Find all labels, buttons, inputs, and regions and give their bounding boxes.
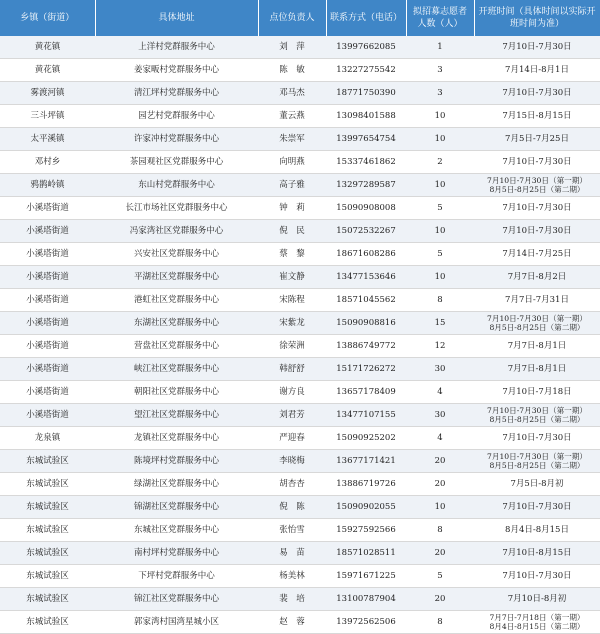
- cell-phone: 13972562506: [326, 611, 406, 634]
- cell-phone: 13098401588: [326, 105, 406, 128]
- header-address: 具体地址: [95, 0, 258, 36]
- cell-township: 东城试验区: [0, 496, 95, 519]
- table-row: [0, 588, 600, 611]
- cell-address: 陈境坪村党群服务中心: [95, 450, 258, 473]
- cell-township: 东城试验区: [0, 565, 95, 588]
- cell-address: 峡江社区党群服务中心: [95, 358, 258, 381]
- cell-address: 锦湖社区党群服务中心: [95, 496, 258, 519]
- cell-volunteer-count: 5: [406, 565, 474, 588]
- table-row: [0, 174, 600, 197]
- cell-start-time: [474, 496, 600, 519]
- cell-phone: 15090908008: [326, 197, 406, 220]
- table-row: [0, 312, 600, 335]
- cell-township: 小溪塔街道: [0, 197, 95, 220]
- table-row: [0, 220, 600, 243]
- cell-contact-person: 刘君芳: [258, 404, 326, 427]
- cell-township: 小溪塔街道: [0, 381, 95, 404]
- cell-address: 营盘社区党群服务中心: [95, 335, 258, 358]
- start-time-period-2: 8月5日-8月25日（第二期）: [489, 185, 585, 194]
- cell-phone: 13657178409: [326, 381, 406, 404]
- cell-contact-person: 韩舒舒: [258, 358, 326, 381]
- start-time-period-1: 7月7日-7月31日: [505, 295, 569, 305]
- cell-phone: 18671608286: [326, 243, 406, 266]
- cell-start-time: [474, 588, 600, 611]
- cell-address: 长江市场社区党群服务中心: [95, 197, 258, 220]
- table-row: [0, 105, 600, 128]
- cell-volunteer-count: 10: [406, 128, 474, 151]
- cell-start-time: [474, 82, 600, 105]
- cell-township: 小溪塔街道: [0, 243, 95, 266]
- cell-volunteer-count: 30: [406, 404, 474, 427]
- start-time-period-1: 7月10日-7月30日: [502, 433, 572, 443]
- cell-volunteer-count: 10: [406, 496, 474, 519]
- cell-phone: 15090925202: [326, 427, 406, 450]
- start-time-period-1: 7月7日-8月1日: [507, 341, 567, 351]
- cell-contact-person: 严迎春: [258, 427, 326, 450]
- cell-volunteer-count: 15: [406, 312, 474, 335]
- cell-contact-person: 倪 民: [258, 220, 326, 243]
- cell-address: 茶园观社区党群服务中心: [95, 151, 258, 174]
- start-time-period-1: 7月10日-8月初: [507, 594, 567, 604]
- cell-start-time: [474, 542, 600, 565]
- cell-contact-person: 陈 敏: [258, 59, 326, 82]
- cell-start-time: [474, 105, 600, 128]
- cell-township: 东城试验区: [0, 473, 95, 496]
- table-row: [0, 450, 600, 473]
- start-time-period-1: 8月4日-8月15日: [505, 525, 569, 535]
- start-time-period-1: 7月10日-7月30日: [502, 203, 572, 213]
- cell-township: 小溪塔街道: [0, 289, 95, 312]
- header-phone: 联系方式（电话）: [326, 0, 406, 36]
- cell-township: 黄花镇: [0, 36, 95, 59]
- cell-address: 绿湖社区党群服务中心: [95, 473, 258, 496]
- cell-volunteer-count: 3: [406, 59, 474, 82]
- cell-contact-person: 钟 莉: [258, 197, 326, 220]
- header-volunteer-count: 拟招募志愿者人数（人）: [406, 0, 474, 36]
- cell-township: 小溪塔街道: [0, 335, 95, 358]
- cell-volunteer-count: 1: [406, 36, 474, 59]
- cell-address: 郭家湾村国湾星城小区: [95, 611, 258, 634]
- cell-address: 姜家畈村党群服务中心: [95, 59, 258, 82]
- start-time-period-1: 7月10日-7月30日: [502, 571, 572, 581]
- cell-township: 雾渡河镇: [0, 82, 95, 105]
- start-time-period-2: 8月5日-8月25日（第二期）: [489, 415, 585, 424]
- cell-volunteer-count: 5: [406, 243, 474, 266]
- cell-start-time: [474, 243, 600, 266]
- cell-contact-person: 张怡雪: [258, 519, 326, 542]
- start-time-period-1: 7月7日-8月2日: [507, 272, 567, 282]
- cell-volunteer-count: 10: [406, 220, 474, 243]
- cell-phone: 18571045562: [326, 289, 406, 312]
- cell-address: 清江坪村党群服务中心: [95, 82, 258, 105]
- table-row: [0, 197, 600, 220]
- table-row: [0, 289, 600, 312]
- start-time-period-1: 7月10日-7月30日（第一期）: [487, 452, 587, 461]
- table-row: [0, 519, 600, 542]
- cell-start-time: [474, 266, 600, 289]
- cell-phone: 15927592566: [326, 519, 406, 542]
- start-time-period-1: 7月14日-8月1日: [505, 65, 569, 75]
- header-row: [0, 0, 600, 36]
- cell-township: 东城试验区: [0, 588, 95, 611]
- start-time-period-1: 7月10日-7月30日: [502, 88, 572, 98]
- cell-start-time: [474, 450, 600, 473]
- cell-volunteer-count: 8: [406, 519, 474, 542]
- cell-township: 鸦鹊岭镇: [0, 174, 95, 197]
- start-time-period-1: 7月7日-7月18日（第一期）: [489, 613, 585, 622]
- table-row: [0, 358, 600, 381]
- start-time-period-1: 7月10日-7月30日: [502, 42, 572, 52]
- cell-contact-person: 胡杏杏: [258, 473, 326, 496]
- cell-start-time: [474, 565, 600, 588]
- cell-phone: 18571028511: [326, 542, 406, 565]
- table-row: [0, 404, 600, 427]
- cell-phone: 13100787904: [326, 588, 406, 611]
- cell-address: 港虹社区党群服务中心: [95, 289, 258, 312]
- cell-phone: 13227275542: [326, 59, 406, 82]
- cell-contact-person: 赵 蓉: [258, 611, 326, 634]
- table-row: [0, 473, 600, 496]
- table-row: [0, 542, 600, 565]
- table-row: [0, 36, 600, 59]
- cell-contact-person: 徐荣洲: [258, 335, 326, 358]
- cell-start-time: [474, 404, 600, 427]
- cell-contact-person: 易 苗: [258, 542, 326, 565]
- cell-address: 许家冲村党群服务中心: [95, 128, 258, 151]
- table-row: [0, 82, 600, 105]
- cell-volunteer-count: 2: [406, 151, 474, 174]
- header-township: 乡镇（街道）: [0, 0, 95, 36]
- cell-volunteer-count: 4: [406, 427, 474, 450]
- cell-address: 东湖社区党群服务中心: [95, 312, 258, 335]
- cell-contact-person: 裴 培: [258, 588, 326, 611]
- cell-township: 小溪塔街道: [0, 266, 95, 289]
- cell-start-time: [474, 473, 600, 496]
- cell-contact-person: 朱崇军: [258, 128, 326, 151]
- cell-contact-person: 宋紫龙: [258, 312, 326, 335]
- table-row: [0, 243, 600, 266]
- cell-contact-person: 崔文静: [258, 266, 326, 289]
- cell-township: 东城试验区: [0, 611, 95, 634]
- cell-township: 东城试验区: [0, 519, 95, 542]
- start-time-period-1: 7月5日-8月初: [510, 479, 564, 489]
- start-time-period-1: 7月14日-7月25日: [502, 249, 572, 259]
- cell-contact-person: 谢方良: [258, 381, 326, 404]
- cell-start-time: [474, 427, 600, 450]
- cell-contact-person: 邓马杰: [258, 82, 326, 105]
- start-time-period-2: 8月5日-8月25日（第二期）: [489, 323, 585, 332]
- start-time-period-1: 7月5日-7月25日: [505, 134, 569, 144]
- cell-phone: 18771750390: [326, 82, 406, 105]
- cell-start-time: [474, 335, 600, 358]
- start-time-period-1: 7月10日-7月30日: [502, 226, 572, 236]
- cell-start-time: [474, 519, 600, 542]
- cell-address: 东山村党群服务中心: [95, 174, 258, 197]
- cell-contact-person: 倪 陈: [258, 496, 326, 519]
- cell-township: 小溪塔街道: [0, 220, 95, 243]
- cell-phone: 13477107155: [326, 404, 406, 427]
- cell-township: 小溪塔街道: [0, 358, 95, 381]
- cell-address: 南村坪村党群服务中心: [95, 542, 258, 565]
- start-time-period-1: 7月10日-7月30日: [502, 157, 572, 167]
- cell-volunteer-count: 3: [406, 82, 474, 105]
- cell-phone: 13677171421: [326, 450, 406, 473]
- cell-address: 东城社区党群服务中心: [95, 519, 258, 542]
- cell-contact-person: 李晓梅: [258, 450, 326, 473]
- cell-address: 兴安社区党群服务中心: [95, 243, 258, 266]
- cell-start-time: [474, 36, 600, 59]
- cell-contact-person: 刘 萍: [258, 36, 326, 59]
- cell-contact-person: 高子雅: [258, 174, 326, 197]
- cell-volunteer-count: 4: [406, 381, 474, 404]
- cell-phone: 13997654754: [326, 128, 406, 151]
- cell-phone: 13297289587: [326, 174, 406, 197]
- cell-start-time: [474, 289, 600, 312]
- cell-contact-person: 杨美林: [258, 565, 326, 588]
- start-time-period-2: 8月4日-8月15日（第二期）: [489, 622, 585, 631]
- start-time-period-1: 7月15日-8月15日: [502, 111, 572, 121]
- cell-township: 东城试验区: [0, 542, 95, 565]
- cell-address: 龙镇社区党群服务中心: [95, 427, 258, 450]
- cell-township: 三斗坪镇: [0, 105, 95, 128]
- table-body: [0, 36, 600, 634]
- cell-township: 东城试验区: [0, 450, 95, 473]
- cell-volunteer-count: 20: [406, 450, 474, 473]
- cell-township: 太平溪镇: [0, 128, 95, 151]
- table-row: [0, 335, 600, 358]
- table-row: [0, 565, 600, 588]
- cell-contact-person: 蔡 黎: [258, 243, 326, 266]
- cell-address: 平湖社区党群服务中心: [95, 266, 258, 289]
- cell-volunteer-count: 8: [406, 289, 474, 312]
- cell-start-time: [474, 312, 600, 335]
- cell-volunteer-count: 8: [406, 611, 474, 634]
- header-start-time: 开班时间（具体时间以实际开班时间为准）: [474, 0, 600, 36]
- start-time-period-2: 8月5日-8月25日（第二期）: [489, 461, 585, 470]
- cell-township: 邓村乡: [0, 151, 95, 174]
- cell-contact-person: 董云燕: [258, 105, 326, 128]
- cell-phone: 15090902055: [326, 496, 406, 519]
- cell-phone: 15072532267: [326, 220, 406, 243]
- start-time-period-1: 7月10日-7月30日（第一期）: [487, 406, 587, 415]
- cell-phone: 13477153646: [326, 266, 406, 289]
- cell-phone: 13886749772: [326, 335, 406, 358]
- table-row: [0, 266, 600, 289]
- table-row: [0, 151, 600, 174]
- cell-township: 黄花镇: [0, 59, 95, 82]
- table-row: [0, 128, 600, 151]
- cell-township: 小溪塔街道: [0, 404, 95, 427]
- header-contact-person: 点位负责人: [258, 0, 326, 36]
- table-row: [0, 381, 600, 404]
- table-row: [0, 427, 600, 450]
- start-time-period-1: 7月7日-8月1日: [507, 364, 567, 374]
- cell-phone: 15090908816: [326, 312, 406, 335]
- table-header: [0, 0, 600, 36]
- cell-volunteer-count: 12: [406, 335, 474, 358]
- cell-start-time: [474, 358, 600, 381]
- cell-address: 冯家湾社区党群服务中心: [95, 220, 258, 243]
- cell-address: 下坪村党群服务中心: [95, 565, 258, 588]
- cell-contact-person: 宋陈程: [258, 289, 326, 312]
- cell-start-time: [474, 197, 600, 220]
- start-time-period-1: 7月10日-8月15日: [502, 548, 572, 558]
- cell-start-time: [474, 381, 600, 404]
- cell-phone: 15337461862: [326, 151, 406, 174]
- cell-township: 小溪塔街道: [0, 312, 95, 335]
- cell-start-time: [474, 220, 600, 243]
- table-row: [0, 611, 600, 634]
- cell-contact-person: 向明燕: [258, 151, 326, 174]
- cell-volunteer-count: 20: [406, 542, 474, 565]
- cell-address: 园艺村党群服务中心: [95, 105, 258, 128]
- cell-address: 上洋村党群服务中心: [95, 36, 258, 59]
- cell-volunteer-count: 5: [406, 197, 474, 220]
- cell-phone: 13997662085: [326, 36, 406, 59]
- cell-volunteer-count: 10: [406, 174, 474, 197]
- cell-township: 龙泉镇: [0, 427, 95, 450]
- cell-start-time: [474, 59, 600, 82]
- cell-address: 望江社区党群服务中心: [95, 404, 258, 427]
- start-time-period-1: 7月10日-7月30日: [502, 502, 572, 512]
- cell-volunteer-count: 10: [406, 105, 474, 128]
- cell-start-time: [474, 174, 600, 197]
- cell-phone: 15171726272: [326, 358, 406, 381]
- cell-start-time: [474, 611, 600, 634]
- cell-address: 朝阳社区党群服务中心: [95, 381, 258, 404]
- start-time-period-1: 7月10日-7月30日（第一期）: [487, 176, 587, 185]
- cell-phone: 13886719726: [326, 473, 406, 496]
- cell-volunteer-count: 30: [406, 358, 474, 381]
- cell-start-time: [474, 128, 600, 151]
- cell-start-time: [474, 151, 600, 174]
- cell-volunteer-count: 20: [406, 588, 474, 611]
- start-time-period-1: 7月10日-7月18日: [502, 387, 572, 397]
- cell-volunteer-count: 10: [406, 266, 474, 289]
- cell-volunteer-count: 20: [406, 473, 474, 496]
- table-row: [0, 496, 600, 519]
- start-time-period-1: 7月10日-7月30日（第一期）: [487, 314, 587, 323]
- cell-phone: 15971671225: [326, 565, 406, 588]
- cell-address: 锦江社区党群服务中心: [95, 588, 258, 611]
- table-row: [0, 59, 600, 82]
